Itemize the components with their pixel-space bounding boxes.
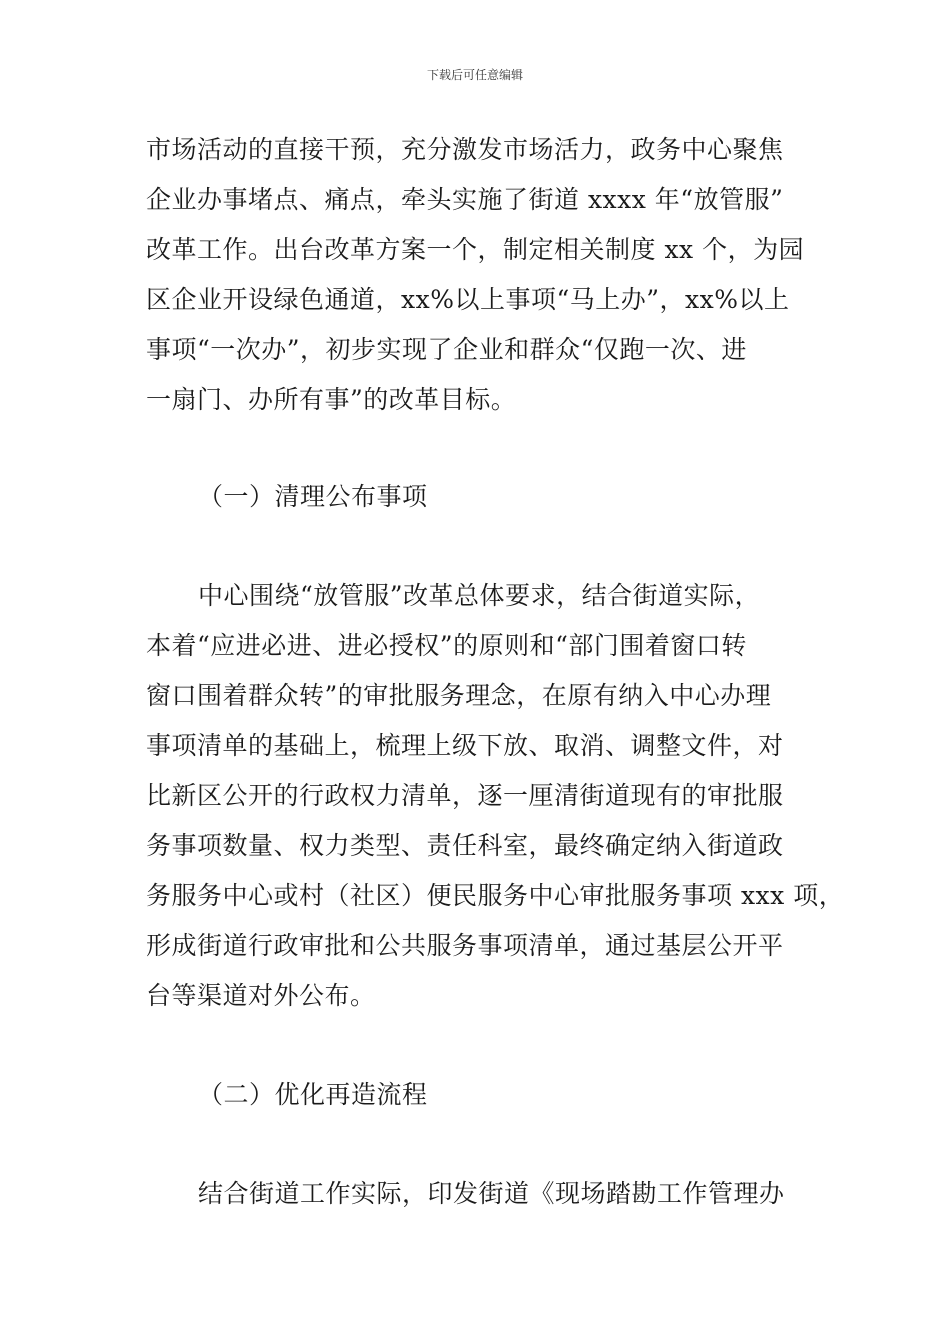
text-line: 结合街道工作实际，印发街道《现场踏勘工作管理办	[198, 1179, 785, 1208]
text-line: 市场活动的直接干预，充分激发市场活力，政务中心聚焦	[146, 135, 784, 164]
text-line: 窗口围着群众转”的审批服务理念，在原有纳入中心办理	[146, 681, 772, 710]
text-line: 务事项数量、权力类型、责任科室，最终确定纳入街道政	[146, 831, 784, 860]
section-heading: （一）清理公布事项	[198, 482, 428, 511]
section-heading: （二）优化再造流程	[198, 1080, 428, 1109]
text-line: 企业办事堵点、痛点，牵头实施了街道 xxxx 年“放管服”	[146, 185, 784, 214]
text-line: 改革工作。出台改革方案一个，制定相关制度 xx 个，为园	[146, 235, 805, 264]
text-line: 形成街道行政审批和公共服务事项清单，通过基层公开平	[146, 931, 784, 960]
text-line: 事项清单的基础上，梳理上级下放、取消、调整文件，对	[146, 731, 784, 760]
text-line: 事项“一次办”，初步实现了企业和群众“仅跑一次、进	[146, 335, 747, 364]
text-line: 台等渠道对外公布。	[146, 981, 376, 1010]
text-line: 本着“应进必进、进必授权”的原则和“部门围着窗口转	[146, 631, 747, 660]
text-line: 一扇门、办所有事”的改革目标。	[146, 385, 517, 414]
header-note: 下载后可任意编辑	[426, 68, 523, 82]
text-line: 区企业开设绿色通道，xx%以上事项“马上办”，xx%以上	[146, 285, 790, 314]
text-line: 中心围绕“放管服”改革总体要求，结合街道实际，	[198, 581, 761, 610]
text-line: 比新区公开的行政权力清单，逐一厘清街道现有的审批服	[146, 781, 784, 810]
text-line: 务服务中心或村（社区）便民服务中心审批服务事项 xxx 项，	[146, 881, 845, 910]
